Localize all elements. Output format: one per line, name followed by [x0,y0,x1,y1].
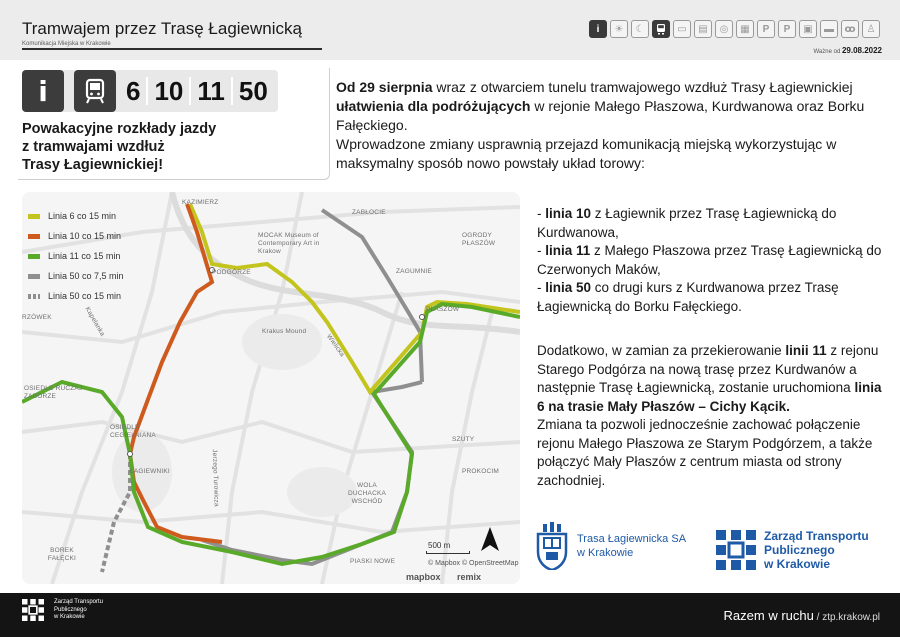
intro-para: Wprowadzone zmiany usprawnią przejazd komunikacją miejską wykorzystując w maksymalny sposób nowo powstały układ torowy: [336,136,837,171]
mapbox-logo: mapbox [406,572,441,582]
lines-badge [22,70,278,112]
bus-icon: ▭ [673,20,691,38]
krakow-crest-icon [535,522,569,570]
train-icon: ▤ [694,20,712,38]
additional-text: Zmiana ta pozwoli jednocześnie zachować połączenie rejonu Małego Płaszowa ze Starym Podgórzem, a także połączyć Mały Płaszów z centrum miasta od strony zachodniej. [537,417,873,488]
ztp-logo [716,529,869,571]
park-ride-icon: P [778,20,796,38]
footer-logo-line: Publicznego [54,606,87,613]
trasa-logo-line: Trasa Łagiewnicka SA [577,533,687,545]
map-legend [28,206,124,306]
map-label-osiedle-ruczaj: OSIEDLE RUCZAJ-ZABORZE [24,385,85,400]
line-separator [146,77,148,105]
slogan-text: Razem w ruchu [723,608,814,623]
legend-item [28,266,124,286]
map-label-prokocim: PROKOCIM [462,468,499,475]
valid-date: 29.08.2022 [841,46,882,55]
legend-item [28,206,124,226]
card-heading-line: z tramwajami wzdłuż [22,139,165,155]
sun-icon: ☀ [610,20,628,38]
legend-item [28,286,124,306]
list-dash: - [537,243,546,258]
legend-label: Linia 6 co 15 min [48,211,117,221]
additional-text: Dodatkowo, w zamian za przekierowanie [537,343,786,358]
line-number: 11 [197,75,225,106]
map-label-kazimierz: KAZIMIERZ [182,199,219,206]
legend-swatch [28,234,40,239]
map-label-kapelanka: Kapelanka [83,305,106,338]
intro-part: w rejonie Małego Płaszowa, Kurdwanowa oraz Borku Fałęckiego. [336,98,865,133]
map-label-osiedle-ceglarniana: OSIEDLE CEGIELNIANA [110,424,156,439]
map-label-lagiewniki: ŁAGIEWNIKI [130,468,170,475]
map-label-ogrody: OGRODY PŁASZÓW [462,232,496,247]
map-label-zrowek: RZÓWEK [22,314,52,321]
line-separator [189,77,191,105]
ztp-logo-text [764,529,869,571]
map-label-zablocie: ZABŁOCIE [352,209,386,216]
lines-description [537,205,887,316]
line-10-name: linia 10 [545,206,592,221]
intro-date: Od 29 sierpnia [336,79,433,95]
info-icon: i [589,20,607,38]
route-map[interactable] [22,192,520,584]
map-label-plaszow: PŁASZÓW [426,306,460,313]
additional-bold: linia 6 na trasie Mały Płaszów – Cichy Kącik. [537,380,882,414]
additional-info [537,342,892,490]
legend-swatch [28,254,40,259]
trasa-logo-line: w Krakowie [577,547,634,559]
legend-label: Linia 11 co 15 min [48,251,121,261]
line-11-description [537,242,887,279]
valid-label: Ważne od [813,49,841,55]
title-card [18,68,330,180]
page-header [0,0,900,60]
intro-text [336,78,884,173]
list-dash: - [537,280,546,295]
legend-item [28,246,124,266]
footer-logo-line: Zarząd Transportu [54,599,104,605]
map-label-krakus: Krakus Mound [262,328,307,335]
line-11-name: linia 11 [545,243,591,258]
line-numbers [126,70,278,112]
info-badge-glyph: i [38,74,48,108]
legend-label: Linia 50 co 15 min [48,291,122,301]
map-scale-bar [426,551,470,554]
slogan-separator: / [813,612,823,623]
legend-item [28,226,124,246]
map-attribution[interactable]: © Mapbox © OpenStreetMap [428,560,519,567]
card-heading-line: Trasy Łagiewnickiej! [22,157,164,173]
tram-icon [652,20,670,38]
cable-icon: ▣ [799,20,817,38]
intro-part: wraz z otwarciem tunelu tramwajowego wzdłuż Trasy Łagiewnickiej [432,79,853,95]
bike-icon: ◎ [715,20,733,38]
map-label-wielicka: Wielicka [325,333,346,359]
walk-icon: ♙ [862,20,880,38]
card-heading [22,120,216,174]
line-number: 50 [238,75,268,106]
map-label-piaski: PIASKI NOWE [350,558,396,565]
footer-slogan [724,608,880,623]
map-provider-logos [406,572,481,582]
footer-ztp-logo [22,599,103,622]
legend-label: Linia 10 co 15 min [48,231,122,241]
ztp-logo-line: w Krakowie [764,557,831,571]
line-50-name: linia 50 [545,280,592,295]
map-label-jerzego: Jerzego Turowicza [210,449,220,507]
line-50-description [537,279,887,316]
parking-icon: P [757,20,775,38]
map-label-podgorze: PODGÓRZE [212,269,251,276]
remix-logo: remix [457,572,482,582]
footer-logo-text [54,599,103,622]
header-icon-bar [589,20,880,38]
line-10-description [537,205,887,242]
line-separator [231,77,233,105]
line-11-route-text: z Małego Płaszowa przez Trasę Łagiewnicką do Czerwonych Maków, [537,243,882,277]
trasa-lagiewnicka-logo [535,522,686,570]
list-dash: - [537,206,546,221]
moon-icon: ☾ [631,20,649,38]
ztp-mark-icon [22,599,44,621]
page-footer [0,593,900,637]
card-heading-line: Powakacyjne rozkłady jazdy [22,121,217,137]
footer-url-link[interactable]: ztp.krakow.pl [822,612,880,623]
map-label-szuty: SZUTY [452,436,475,443]
line-10-route-text: z Łagiewnik przez Trasę Łagiewnicką do Kurdwanowa, [537,206,837,240]
car-icon: ▬ [820,20,838,38]
line-50-route-text: co drugi kurs z Kurdwanowa przez Trasę Łagiewnicką do Borku Fałęckiego. [537,280,839,314]
legend-swatch [28,214,40,219]
map-label-mocak: MOCAK Museum of Contemporary Art in Krakow [258,232,320,255]
line-number: 6 [126,75,141,106]
line-number: 10 [154,75,184,106]
info-badge [22,70,64,112]
footer-logo-line: w Krakowie [54,614,85,620]
valid-from [813,46,882,55]
legend-label: Linia 50 co 7,5 min [48,271,124,281]
ztp-mark-icon [716,530,756,570]
legend-swatch [28,274,40,279]
page-title: Tramwajem przez Trasę Łagiewnicką [22,19,302,38]
legend-swatch [28,294,40,299]
ticket-icon: ▦ [736,20,754,38]
bicycle-icon: ꝏ [841,20,859,38]
tram-badge-icon [74,70,116,112]
map-label-borek: BOREK FAŁĘCKI [47,547,77,562]
trasa-logo-text [577,532,686,560]
map-scale-label: 500 m [428,541,451,550]
map-label-wola: WOLA DUCHACKA WSCHÓD [347,482,387,505]
ztp-logo-line: Zarząd Transportu [764,529,869,543]
title-underline [22,48,322,50]
intro-bold: ułatwienia dla podróżujących [336,98,531,114]
ztp-logo-line: Publicznego [764,543,835,557]
additional-bold: linii 11 [785,343,827,358]
additional-text: z rejonu Starego Podgórza na nową trasę przez Kurdwanów a następnie Trasę Łagiewnicką, zostanie uruchomiona [537,343,879,395]
page-subtitle: Komunikacja Miejska w Krakowie [22,41,111,47]
map-label-zagumnie: ZAGUMNIE [396,268,432,275]
